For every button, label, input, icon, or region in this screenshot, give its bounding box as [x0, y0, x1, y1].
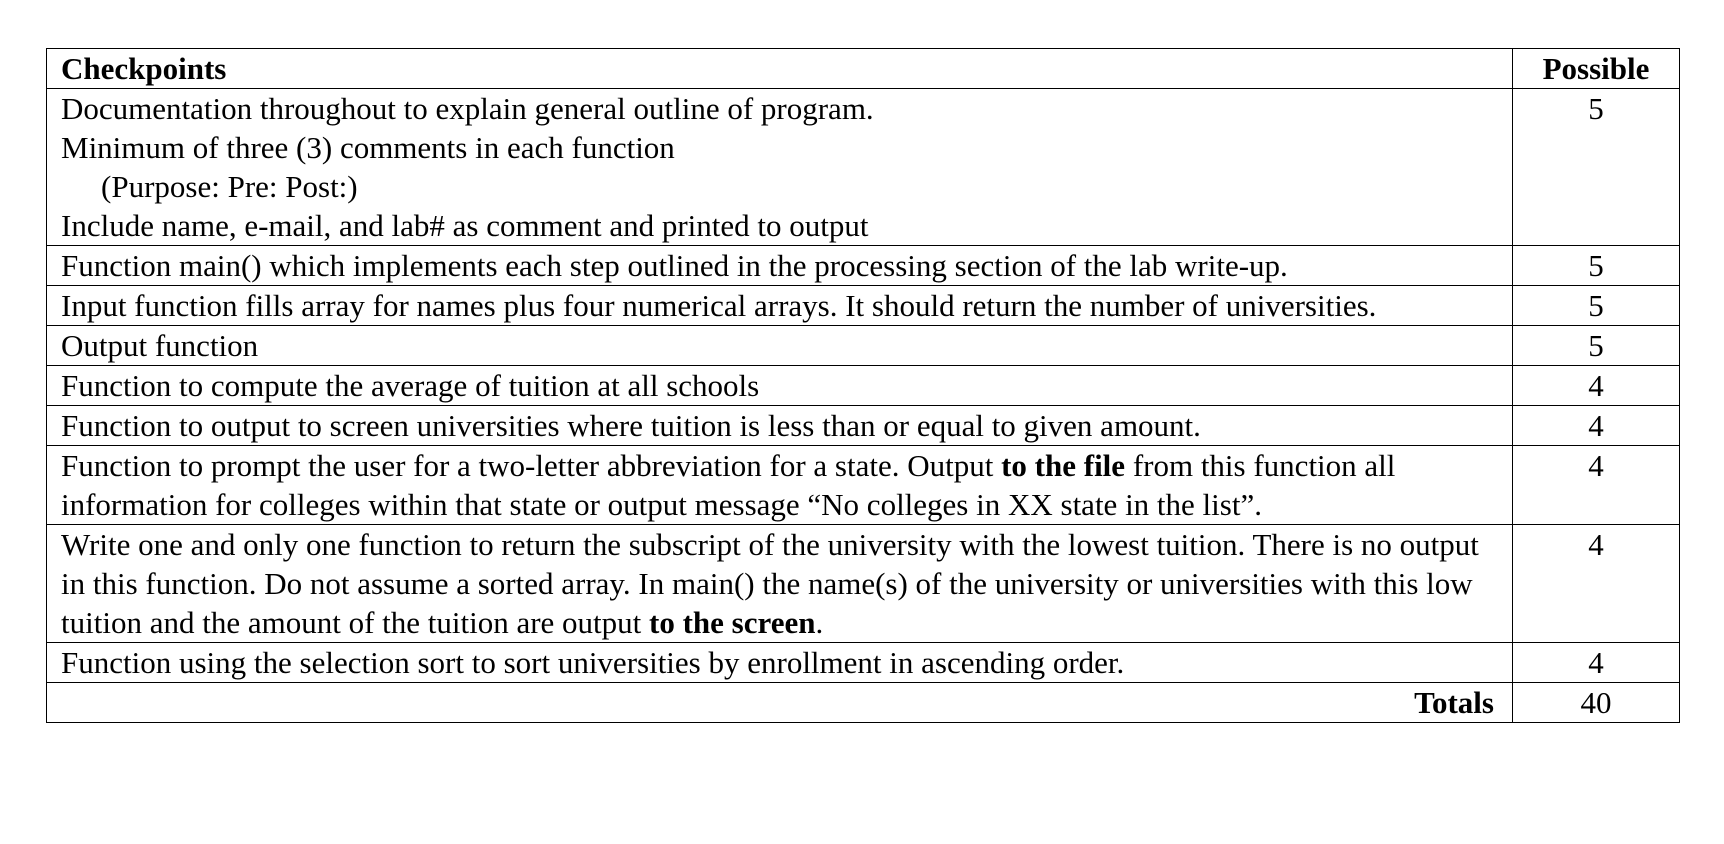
possible-header: Possible — [1513, 49, 1680, 89]
emphasis-text: to the file — [1001, 448, 1126, 483]
checkpoint-cell: Function main() which implements each step outlined in the processing section of the lab write-up. — [47, 246, 1513, 286]
checkpoint-cell — [47, 446, 1513, 525]
table-row — [47, 366, 1680, 406]
checkpoint-cell: Function to compute the average of tuition at all schools — [47, 366, 1513, 406]
table-row — [47, 246, 1680, 286]
totals-row — [47, 683, 1680, 723]
table-row — [47, 326, 1680, 366]
checkpoint-text: . — [815, 605, 824, 640]
points-cell: 4 — [1513, 446, 1680, 525]
checkpoint-text: Minimum of three (3) comments in each function — [61, 130, 675, 165]
points-cell: 4 — [1513, 525, 1680, 643]
checkpoint-cell — [47, 525, 1513, 643]
points-cell: 5 — [1513, 326, 1680, 366]
checkpoint-text: Write one and only one function to return the subscript of the university with the lowest tuition. There is no output in this function. Do not assume a sorted array. In main() the name(s) of the university or universities with this low tuition and the amount of the tuition are output — [61, 527, 1479, 640]
totals-label: Totals — [47, 683, 1513, 723]
table-row — [47, 643, 1680, 683]
checkpoint-text: from this function all information for colleges within that state or output message “No colleges in XX state in the list”. — [61, 448, 1396, 522]
checkpoint-cell: Function using the selection sort to sort universities by enrollment in ascending order. — [47, 643, 1513, 683]
checkpoints-header: Checkpoints — [47, 49, 1513, 89]
checkpoint-text: Function to prompt the user for a two-letter abbreviation for a state. Output — [61, 448, 1002, 483]
table-row — [47, 89, 1680, 246]
checkpoint-text: Include name, e-mail, and lab# as comment and printed to output — [61, 208, 869, 243]
totals-value: 40 — [1513, 683, 1680, 723]
table-row — [47, 286, 1680, 326]
points-cell: 5 — [1513, 89, 1680, 246]
checkpoint-text: (Purpose: Pre: Post:) — [101, 169, 358, 204]
points-cell: 5 — [1513, 246, 1680, 286]
checkpoint-cell: Output function — [47, 326, 1513, 366]
points-cell: 4 — [1513, 643, 1680, 683]
emphasis-text: to the screen — [649, 605, 816, 640]
checkpoint-cell: Input function fills array for names plus four numerical arrays. It should return the number of universities. — [47, 286, 1513, 326]
table-row — [47, 446, 1680, 525]
points-cell: 4 — [1513, 406, 1680, 446]
grading-rubric-table — [46, 48, 1680, 723]
checkpoint-text: Documentation throughout to explain general outline of program. — [61, 91, 874, 126]
header-row — [47, 49, 1680, 89]
points-cell: 4 — [1513, 366, 1680, 406]
checkpoint-cell — [47, 89, 1513, 246]
table-row — [47, 406, 1680, 446]
checkpoint-cell: Function to output to screen universities where tuition is less than or equal to given amount. — [47, 406, 1513, 446]
points-cell: 5 — [1513, 286, 1680, 326]
table-row — [47, 525, 1680, 643]
